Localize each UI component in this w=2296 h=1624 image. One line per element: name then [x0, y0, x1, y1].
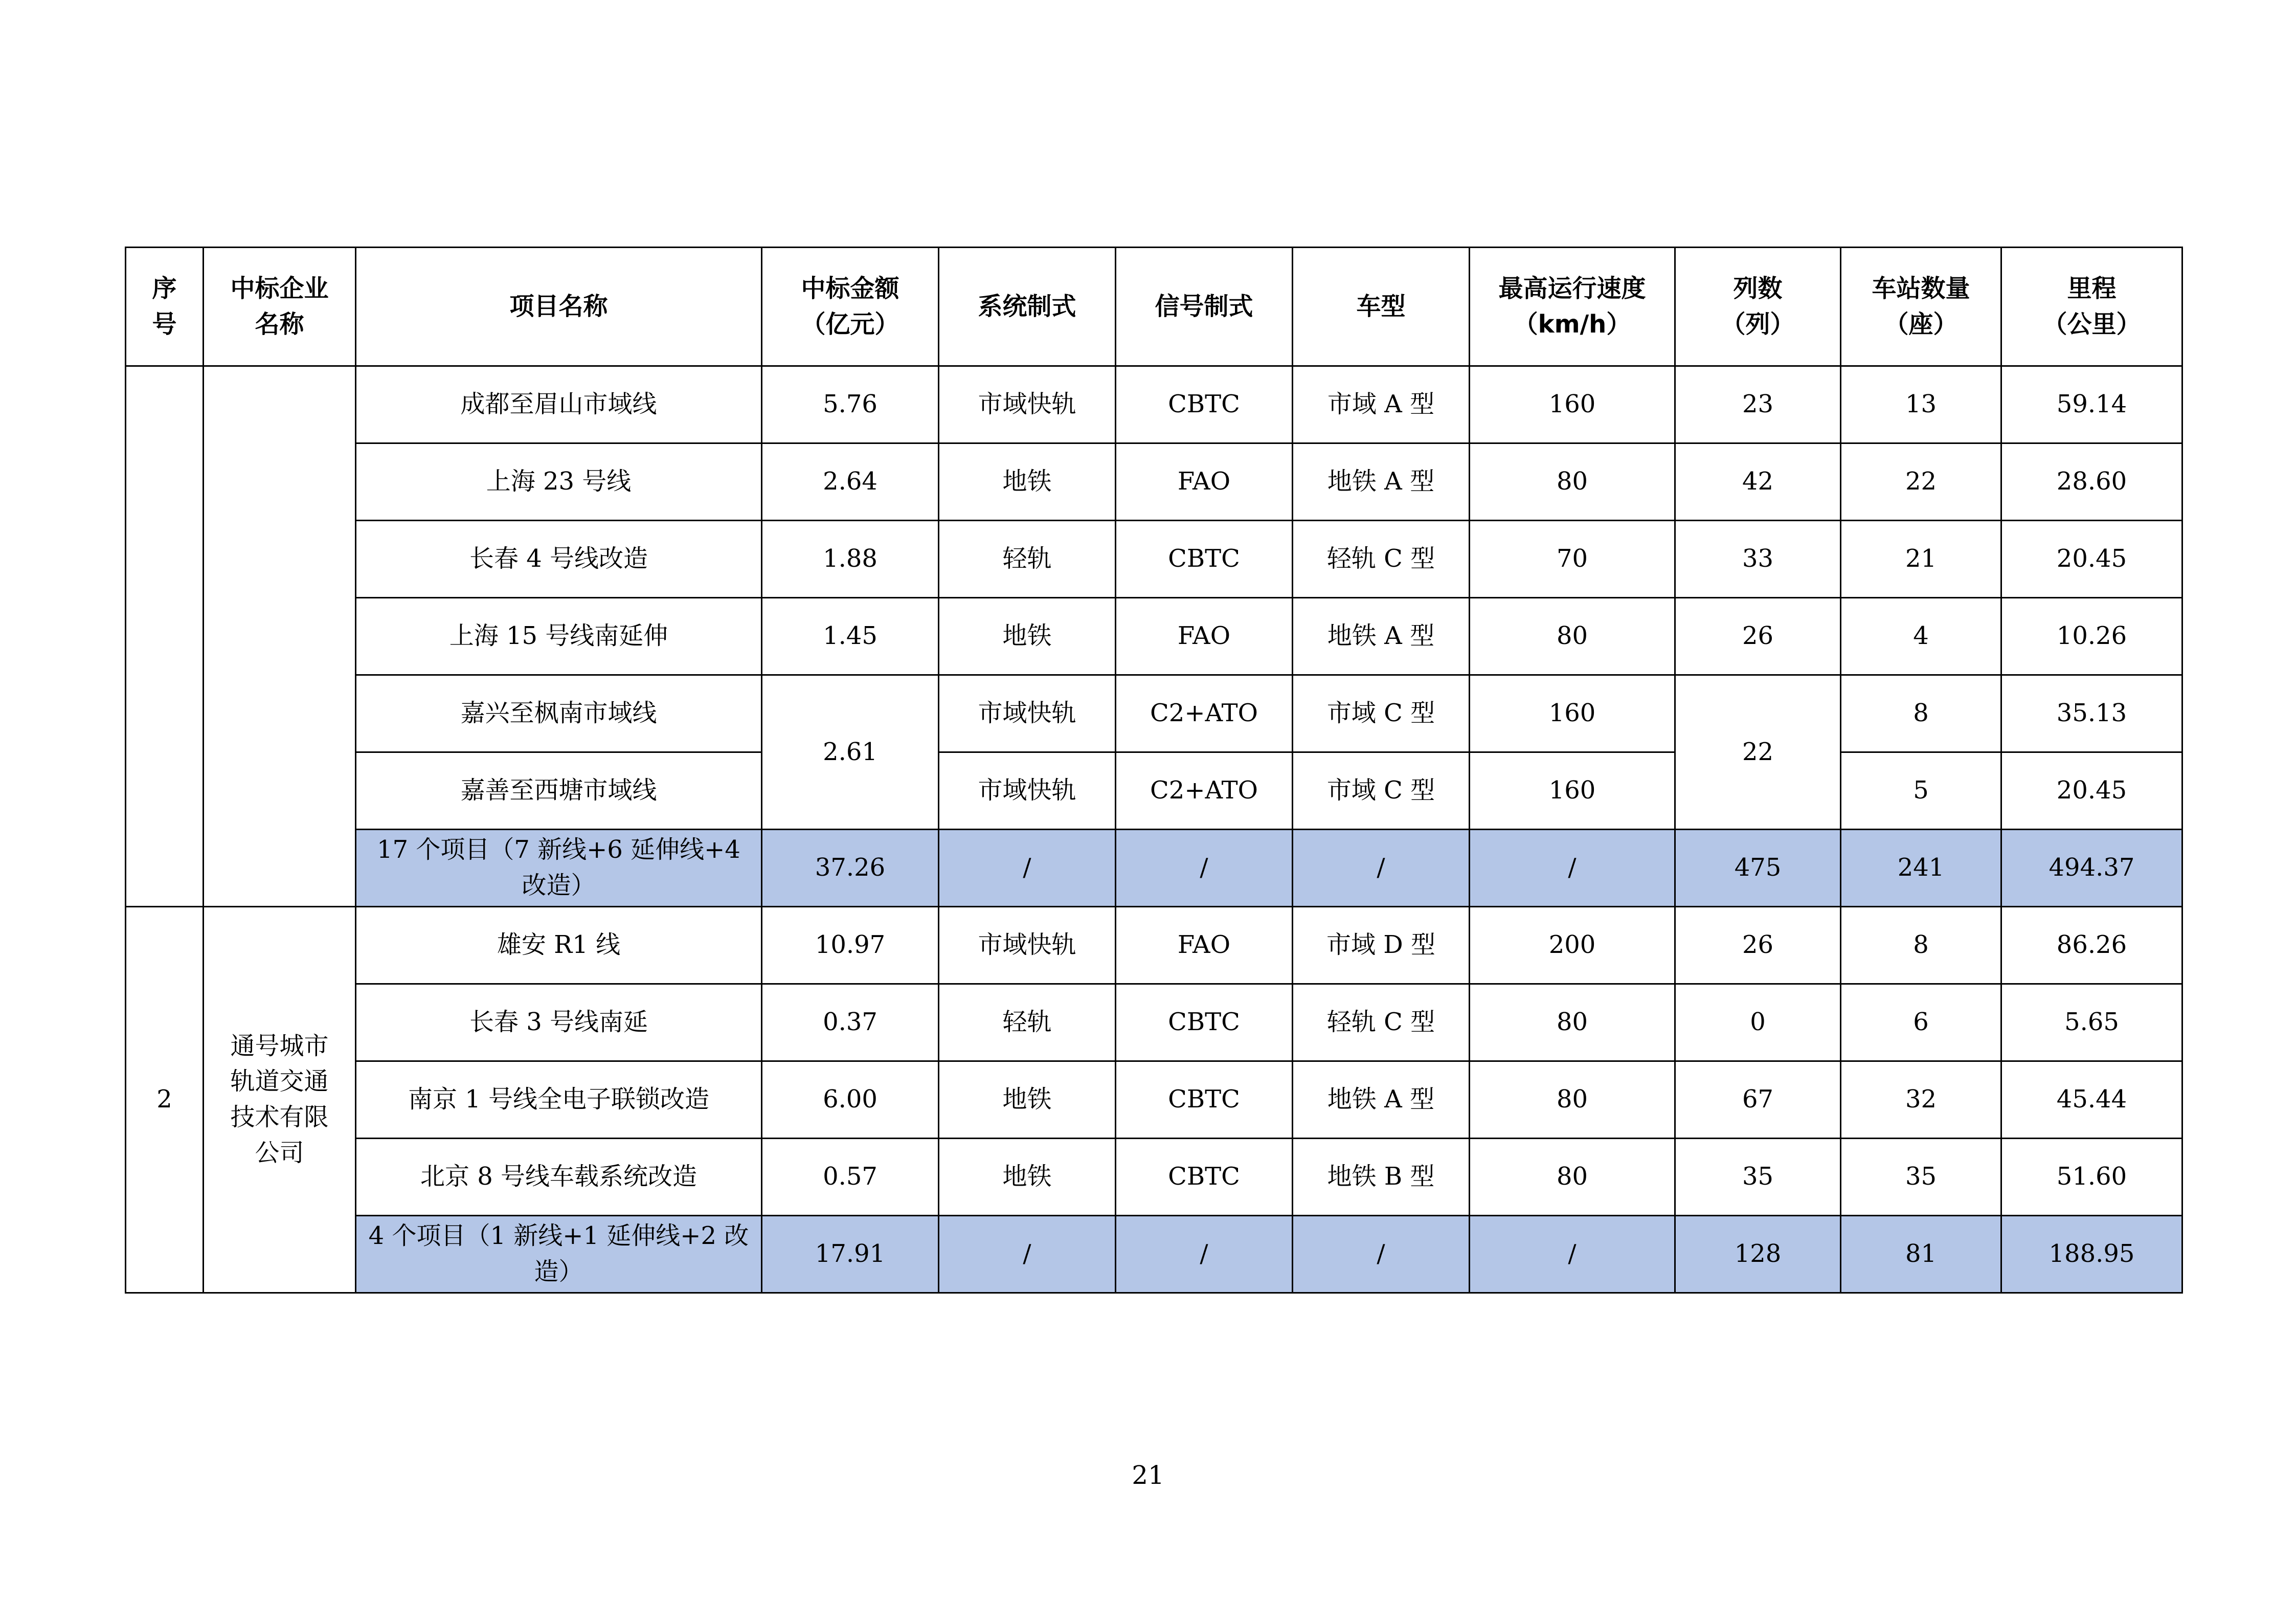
- system-cell: 市域快轨: [939, 752, 1116, 830]
- trains-cell: 22: [1675, 675, 1841, 830]
- trains-cell: 42: [1675, 443, 1841, 521]
- system-cell: 市域快轨: [939, 907, 1116, 984]
- project-cell: 长春 3 号线南延: [356, 984, 762, 1061]
- mileage-cell: 5.65: [2001, 984, 2182, 1061]
- amount-cell: 0.57: [762, 1139, 939, 1216]
- table-row: [126, 521, 2182, 598]
- subtotal-row: [126, 830, 2182, 907]
- subtotal-speed-cell: /: [1470, 1216, 1675, 1293]
- mileage-cell: 59.14: [2001, 366, 2182, 443]
- vehicle-cell: 市域 D 型: [1293, 907, 1470, 984]
- amount-cell: 2.61: [762, 675, 939, 830]
- signal-cell: C2+ATO: [1116, 752, 1293, 830]
- system-cell: 轻轨: [939, 521, 1116, 598]
- table-row: [126, 1061, 2182, 1139]
- mileage-cell: 35.13: [2001, 675, 2182, 752]
- trains-cell: 0: [1675, 984, 1841, 1061]
- group1-company-cell: [204, 366, 356, 907]
- system-cell: 地铁: [939, 1061, 1116, 1139]
- stations-cell: 35: [1841, 1139, 2001, 1216]
- speed-cell: 160: [1470, 675, 1675, 752]
- stations-cell: 4: [1841, 598, 2001, 675]
- mileage-cell: 51.60: [2001, 1139, 2182, 1216]
- stations-cell: 8: [1841, 675, 2001, 752]
- table-row: [126, 752, 2182, 830]
- subtotal-stations-cell: 81: [1841, 1216, 2001, 1293]
- vehicle-cell: 地铁 B 型: [1293, 1139, 1470, 1216]
- subtotal-project-cell: 4 个项目（1 新线+1 延伸线+2 改造）: [356, 1216, 762, 1293]
- signal-cell: FAO: [1116, 443, 1293, 521]
- trains-cell: 26: [1675, 598, 1841, 675]
- trains-cell: 67: [1675, 1061, 1841, 1139]
- project-cell: 南京 1 号线全电子联锁改造: [356, 1061, 762, 1139]
- subtotal-signal-cell: /: [1116, 1216, 1293, 1293]
- header-system: 系统制式: [939, 248, 1116, 366]
- vehicle-cell: 地铁 A 型: [1293, 443, 1470, 521]
- system-cell: 轻轨: [939, 984, 1116, 1061]
- header-mileage: 里程 （公里）: [2001, 248, 2182, 366]
- stations-cell: 6: [1841, 984, 2001, 1061]
- header-project: 项目名称: [356, 248, 762, 366]
- project-cell: 上海 23 号线: [356, 443, 762, 521]
- header-company: 中标企业 名称: [204, 248, 356, 366]
- mileage-cell: 20.45: [2001, 752, 2182, 830]
- system-cell: 地铁: [939, 598, 1116, 675]
- page-number: 21: [1132, 1460, 1164, 1490]
- project-cell: 成都至眉山市域线: [356, 366, 762, 443]
- header-signal: 信号制式: [1116, 248, 1293, 366]
- mileage-cell: 28.60: [2001, 443, 2182, 521]
- vehicle-cell: 市域 A 型: [1293, 366, 1470, 443]
- stations-cell: 8: [1841, 907, 2001, 984]
- subtotal-trains-cell: 475: [1675, 830, 1841, 907]
- amount-cell: 10.97: [762, 907, 939, 984]
- header-index: 序 号: [126, 248, 204, 366]
- trains-cell: 26: [1675, 907, 1841, 984]
- vehicle-cell: 轻轨 C 型: [1293, 984, 1470, 1061]
- project-cell: 嘉兴至枫南市域线: [356, 675, 762, 752]
- table-header: [126, 248, 2182, 366]
- subtotal-vehicle-cell: /: [1293, 1216, 1470, 1293]
- bid-results-table: [125, 247, 2183, 1294]
- subtotal-mileage-cell: 494.37: [2001, 830, 2182, 907]
- mileage-cell: 10.26: [2001, 598, 2182, 675]
- subtotal-project-cell: 17 个项目（7 新线+6 延伸线+4 改造）: [356, 830, 762, 907]
- vehicle-cell: 地铁 A 型: [1293, 598, 1470, 675]
- table-row: [126, 598, 2182, 675]
- header-speed: 最高运行速度 （km/h）: [1470, 248, 1675, 366]
- group2-company-cell: 通号城市轨道交通技术有限公司: [204, 907, 356, 1293]
- signal-cell: CBTC: [1116, 1061, 1293, 1139]
- group2-index-cell: 2: [126, 907, 204, 1293]
- vehicle-cell: 地铁 A 型: [1293, 1061, 1470, 1139]
- stations-cell: 32: [1841, 1061, 2001, 1139]
- speed-cell: 80: [1470, 984, 1675, 1061]
- project-cell: 嘉善至西塘市域线: [356, 752, 762, 830]
- amount-cell: 5.76: [762, 366, 939, 443]
- header-vehicle: 车型: [1293, 248, 1470, 366]
- group1-index-cell: [126, 366, 204, 907]
- stations-cell: 21: [1841, 521, 2001, 598]
- signal-cell: CBTC: [1116, 521, 1293, 598]
- mileage-cell: 45.44: [2001, 1061, 2182, 1139]
- table-row: [126, 366, 2182, 443]
- speed-cell: 80: [1470, 443, 1675, 521]
- header-stations: 车站数量 （座）: [1841, 248, 2001, 366]
- table-row: [126, 675, 2182, 752]
- speed-cell: 80: [1470, 1061, 1675, 1139]
- amount-cell: 2.64: [762, 443, 939, 521]
- trains-cell: 35: [1675, 1139, 1841, 1216]
- stations-cell: 22: [1841, 443, 2001, 521]
- vehicle-cell: 轻轨 C 型: [1293, 521, 1470, 598]
- system-cell: 地铁: [939, 443, 1116, 521]
- signal-cell: FAO: [1116, 598, 1293, 675]
- speed-cell: 200: [1470, 907, 1675, 984]
- header-amount: 中标金额 （亿元）: [762, 248, 939, 366]
- amount-cell: 0.37: [762, 984, 939, 1061]
- trains-cell: 23: [1675, 366, 1841, 443]
- system-cell: 市域快轨: [939, 675, 1116, 752]
- stations-cell: 13: [1841, 366, 2001, 443]
- subtotal-row: [126, 1216, 2182, 1293]
- speed-cell: 80: [1470, 598, 1675, 675]
- vehicle-cell: 市域 C 型: [1293, 752, 1470, 830]
- mileage-cell: 86.26: [2001, 907, 2182, 984]
- amount-cell: 1.45: [762, 598, 939, 675]
- speed-cell: 80: [1470, 1139, 1675, 1216]
- subtotal-stations-cell: 241: [1841, 830, 2001, 907]
- system-cell: 市域快轨: [939, 366, 1116, 443]
- amount-cell: 1.88: [762, 521, 939, 598]
- amount-cell: 6.00: [762, 1061, 939, 1139]
- system-cell: 地铁: [939, 1139, 1116, 1216]
- signal-cell: C2+ATO: [1116, 675, 1293, 752]
- stations-cell: 5: [1841, 752, 2001, 830]
- project-cell: 上海 15 号线南延伸: [356, 598, 762, 675]
- subtotal-speed-cell: /: [1470, 830, 1675, 907]
- signal-cell: CBTC: [1116, 984, 1293, 1061]
- subtotal-system-cell: /: [939, 1216, 1116, 1293]
- table-row: [126, 443, 2182, 521]
- header-trains: 列数 （列）: [1675, 248, 1841, 366]
- vehicle-cell: 市域 C 型: [1293, 675, 1470, 752]
- signal-cell: CBTC: [1116, 366, 1293, 443]
- speed-cell: 160: [1470, 752, 1675, 830]
- subtotal-trains-cell: 128: [1675, 1216, 1841, 1293]
- subtotal-amount-cell: 17.91: [762, 1216, 939, 1293]
- trains-cell: 33: [1675, 521, 1841, 598]
- subtotal-system-cell: /: [939, 830, 1116, 907]
- speed-cell: 160: [1470, 366, 1675, 443]
- subtotal-vehicle-cell: /: [1293, 830, 1470, 907]
- table-row: [126, 984, 2182, 1061]
- speed-cell: 70: [1470, 521, 1675, 598]
- signal-cell: FAO: [1116, 907, 1293, 984]
- subtotal-amount-cell: 37.26: [762, 830, 939, 907]
- signal-cell: CBTC: [1116, 1139, 1293, 1216]
- mileage-cell: 20.45: [2001, 521, 2182, 598]
- project-cell: 雄安 R1 线: [356, 907, 762, 984]
- table-row: [126, 907, 2182, 984]
- subtotal-signal-cell: /: [1116, 830, 1293, 907]
- project-cell: 北京 8 号线车载系统改造: [356, 1139, 762, 1216]
- project-cell: 长春 4 号线改造: [356, 521, 762, 598]
- table-row: [126, 1139, 2182, 1216]
- subtotal-mileage-cell: 188.95: [2001, 1216, 2182, 1293]
